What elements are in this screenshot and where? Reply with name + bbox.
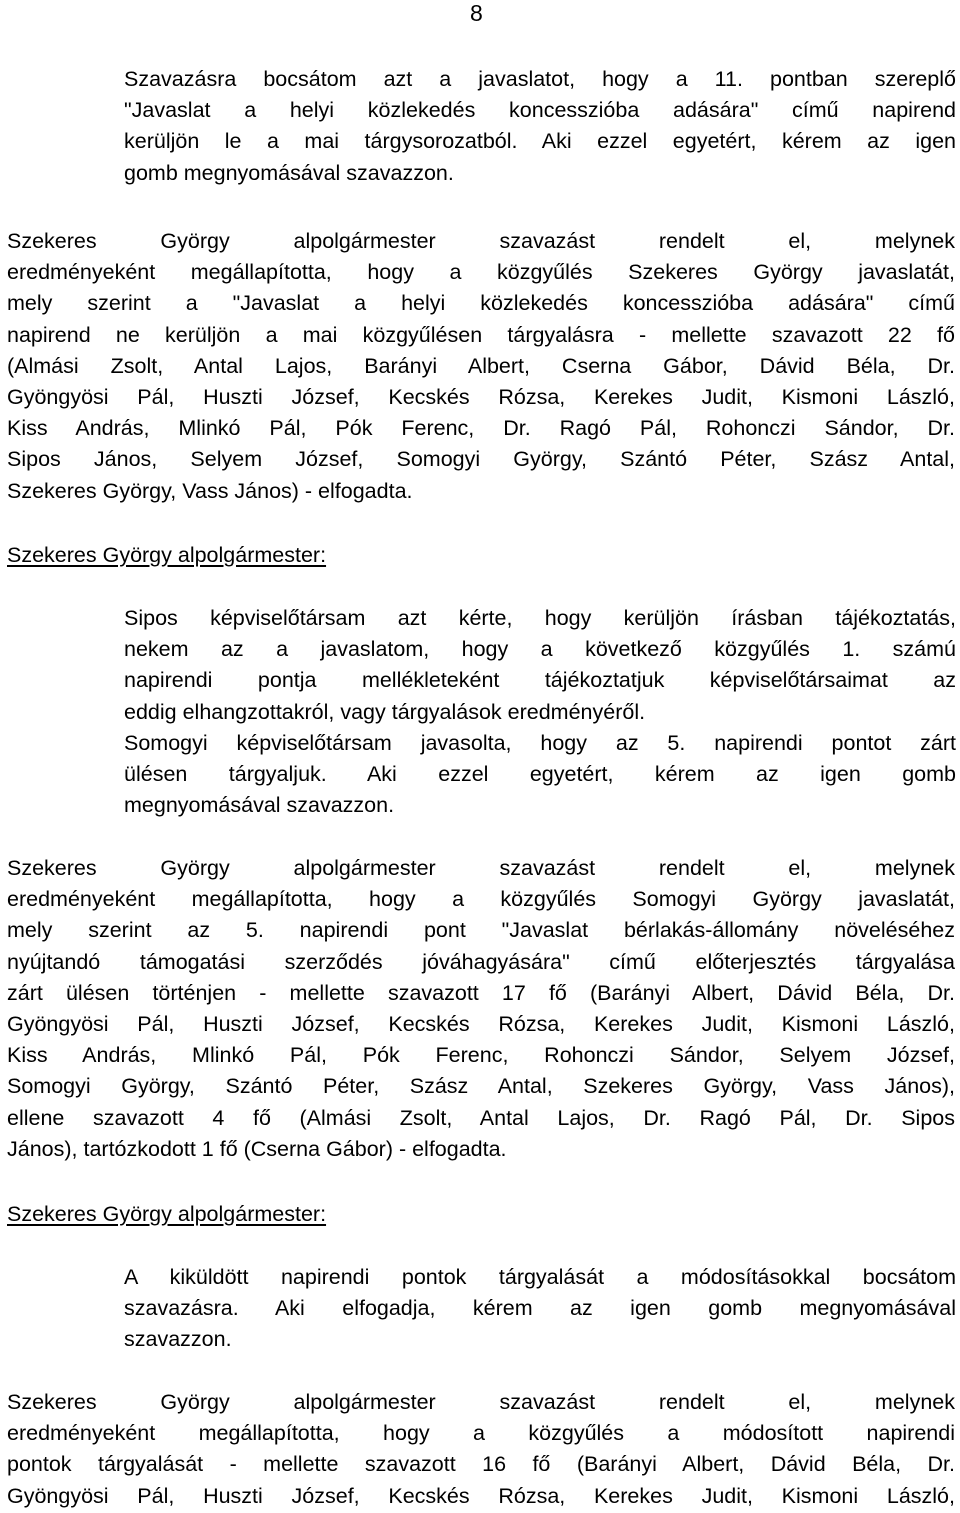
text-line: szavazzon.	[124, 1327, 232, 1352]
text-line: mely szerint az 5. napirendi pont "Javaslat bérlakás-állomány növeléséhez	[7, 918, 955, 943]
text-line: eddig elhangzottakról, vagy tárgyalások eredményéről.	[124, 699, 646, 724]
page-number: 8	[470, 0, 483, 26]
text-line: mely szerint a "Javaslat a helyi közlekedés koncesszióba adására" című	[7, 291, 955, 316]
text-line: napirendi pontja mellékleteként tájékoztatjuk képviselőtársaimat az	[124, 668, 956, 693]
text-line: Sipos képviselőtársam azt kérte, hogy kerüljön írásban tájékoztatás,	[124, 606, 956, 630]
text-line: Gyöngyösi Pál, Huszti József, Kecskés Rózsa, Kerekes Judit, Kismoni László,	[7, 1483, 955, 1508]
speaker-heading: Szekeres György alpolgármester:	[7, 543, 327, 567]
text-line: megnyomásával szavazzon.	[124, 793, 395, 818]
text-line: Somogyi képviselőtársam javasolta, hogy az 5. napirendi pontot zárt	[124, 730, 956, 755]
paragraph-vote-proposal	[124, 64, 956, 189]
text-line: Szekeres György, Vass János) - elfogadta.	[7, 478, 413, 503]
text-line: nyújtandó támogatási szerződés jóváhagyására" című előterjesztés tárgyalása	[7, 949, 955, 974]
text-line: szavazásra. Aki elfogadja, kérem az igen gomb megnyomásával	[124, 1296, 956, 1321]
speaker-heading: Szekeres György alpolgármester:	[7, 1202, 327, 1226]
text-line: zárt ülésen történjen - mellette szavazott 17 fő (Barányi Albert, Dávid Béla, Dr.	[7, 980, 955, 1005]
text-line: Gyöngyösi Pál, Huszti József, Kecskés Rózsa, Kerekes Judit, Kismoni László,	[7, 1012, 955, 1037]
text-line: János), tartózkodott 1 fő (Cserna Gábor) - elfogadta.	[7, 1136, 507, 1161]
paragraph-speech-1	[124, 603, 956, 821]
text-line: Somogyi György, Szántó Péter, Szász Antal, Szekeres György, Vass János),	[7, 1074, 955, 1099]
text-line: ellene szavazott 4 fő (Almási Zsolt, Antal Lajos, Dr. Ragó Pál, Dr. Sipos	[7, 1105, 955, 1130]
text-line: eredményeként megállapította, hogy a közgyűlés Somogyi György javaslatát,	[7, 887, 955, 912]
paragraph-vote-result-1	[7, 226, 955, 507]
paragraph-speech-2	[124, 1262, 956, 1356]
text-line: Kiss András, Mlinkó Pál, Pók Ferenc, Dr. Ragó Pál, Rohonczi Sándor, Dr.	[7, 416, 955, 441]
text-line: (Almási Zsolt, Antal Lajos, Barányi Albert, Cserna Gábor, Dávid Béla, Dr.	[7, 353, 955, 378]
text-line: Szekeres György alpolgármester szavazást rendelt el, melynek	[7, 229, 955, 253]
text-line: "Javaslat a helyi közlekedés koncesszióba adására" című napirend	[124, 98, 956, 123]
text-line: pontok tárgyalását - mellette szavazott 16 fő (Barányi Albert, Dávid Béla, Dr.	[7, 1452, 955, 1477]
text-line: A kiküldött napirendi pontok tárgyalását a módosításokkal bocsátom	[124, 1265, 956, 1289]
text-line: nekem az a javaslatom, hogy a következő közgyűlés 1. számú	[124, 637, 956, 662]
text-line: eredményeként megállapította, hogy a közgyűlés Szekeres György javaslatát,	[7, 260, 955, 285]
text-line: napirend ne kerüljön a mai közgyűlésen tárgyalásra - mellette szavazott 22 fő	[7, 322, 955, 347]
text-line: Szavazásra bocsátom azt a javaslatot, hogy a 11. pontban szereplő	[124, 67, 956, 91]
text-line: Sipos János, Selyem József, Somogyi György, Szántó Péter, Szász Antal,	[7, 447, 955, 472]
text-line: ülésen tárgyaljuk. Aki ezzel egyetért, kérem az igen gomb	[124, 762, 956, 787]
paragraph-vote-result-3	[7, 1387, 955, 1512]
text-line: kerüljön le a mai tárgysorozatból. Aki ezzel egyetért, kérem az igen	[124, 129, 956, 154]
text-line: Kiss András, Mlinkó Pál, Pók Ferenc, Rohonczi Sándor, Selyem József,	[7, 1043, 955, 1068]
text-line: Szekeres György alpolgármester szavazást rendelt el, melynek	[7, 856, 955, 880]
paragraph-vote-result-2	[7, 853, 955, 1165]
text-line: Gyöngyösi Pál, Huszti József, Kecskés Rózsa, Kerekes Judit, Kismoni László,	[7, 385, 955, 410]
text-line: Szekeres György alpolgármester szavazást rendelt el, melynek	[7, 1390, 955, 1414]
text-line: eredményeként megállapította, hogy a közgyűlés a módosított napirendi	[7, 1421, 955, 1446]
text-line: gomb megnyomásával szavazzon.	[124, 160, 454, 185]
